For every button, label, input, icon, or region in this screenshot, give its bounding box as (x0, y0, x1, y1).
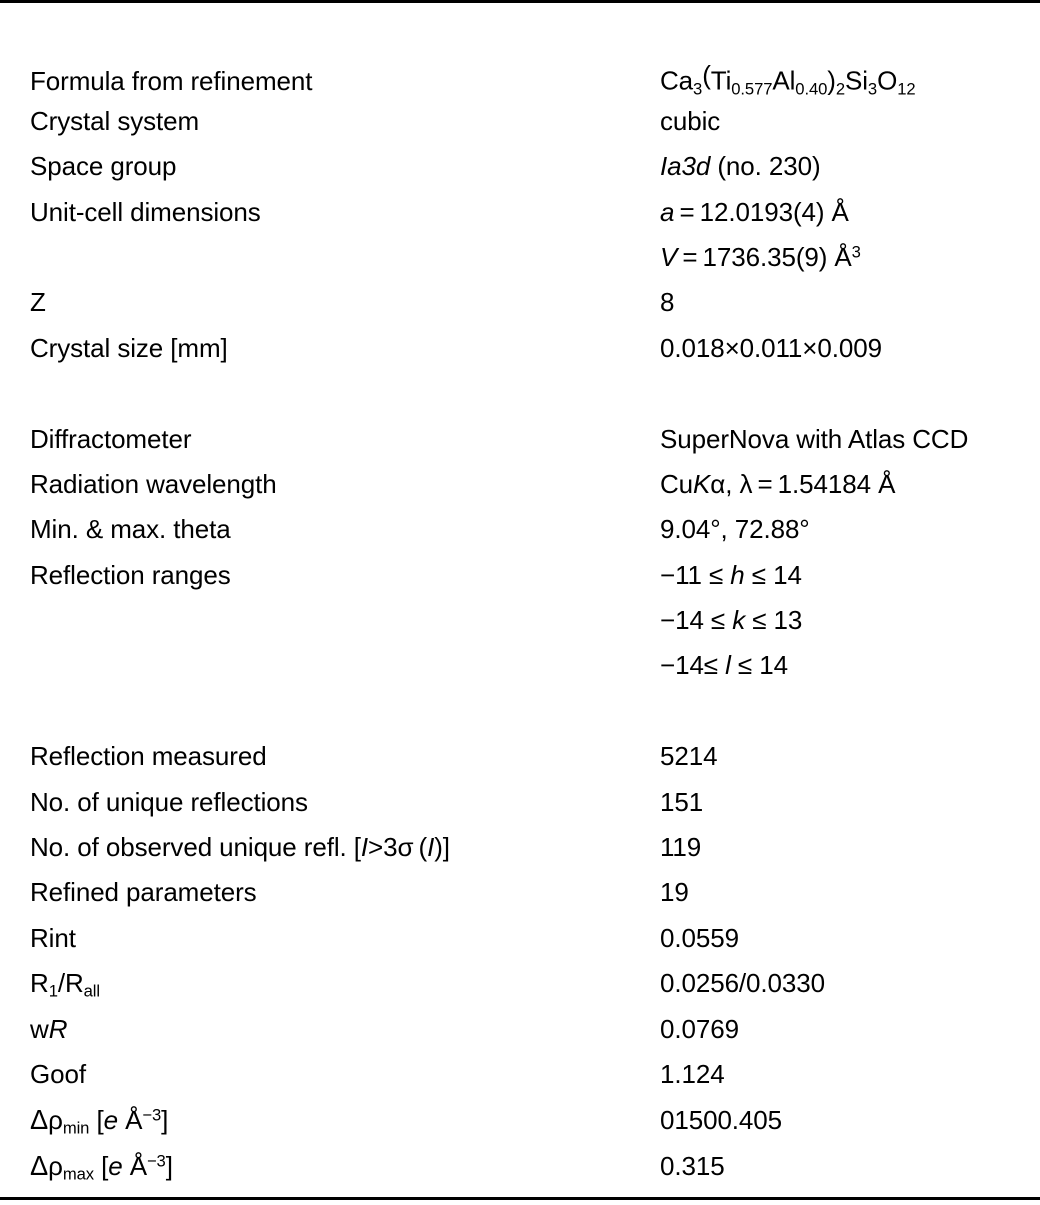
row-value: 1.124 (660, 1058, 725, 1089)
row-value: Ia3d (no. 230) (660, 151, 821, 182)
table-row (0, 922, 1040, 970)
row-value: 5214 (660, 741, 718, 772)
table-row (0, 970, 1040, 1015)
table-row (0, 743, 1040, 788)
row-value: −11 ≤ h ≤ 14 (660, 559, 802, 590)
row-label: No. of unique reflections (30, 786, 308, 817)
table-row (0, 786, 1040, 834)
section-heading-row-crystal-data (0, 17, 1040, 62)
table-row (0, 879, 1040, 924)
row-label: $R_1/R_{all}$ (30, 968, 100, 1001)
row-value: 119 (660, 832, 702, 863)
row-label: Reflection measured (30, 741, 267, 772)
row-label: Z (30, 287, 46, 318)
row-label: wR (30, 1013, 68, 1044)
table-row (0, 196, 1040, 244)
row-label: $\Delta\rho_{min}$ [e $Å^{-3}$] (30, 1104, 169, 1139)
row-value: 0.0769 (660, 1013, 739, 1044)
row-value: SuperNova with Atlas CCD (660, 423, 969, 454)
row-label: Reflection ranges (30, 559, 231, 590)
table-row (0, 834, 1040, 879)
row-label: Refined parameters (30, 877, 257, 908)
row-label: Goof (30, 1058, 86, 1089)
table-bottom-rule (0, 1197, 1040, 1200)
row-label: No. of observed unique refl. [I>3σ (I)] (30, 832, 450, 863)
row-label: Rint (30, 922, 76, 953)
table-row (0, 423, 1040, 471)
row-value: V = 1736.35(9) $Å^3$ (660, 241, 861, 272)
row-value: −14 ≤ k ≤ 13 (660, 605, 803, 636)
table-row (0, 516, 1040, 561)
row-label: Unit-cell dimensions (30, 196, 261, 227)
table-body (0, 3, 1040, 1197)
row-value: 01500.405 (660, 1105, 783, 1136)
table-row (0, 1106, 1040, 1151)
row-value: a = 12.0193(4) Å (660, 196, 849, 227)
row-label: Crystal system (30, 105, 200, 136)
row-value: CuKα, λ = 1.54184 Å (660, 468, 896, 499)
row-label: Crystal size [mm] (30, 332, 228, 363)
row-value: $Ca_3(Ti_{0.577}Al_{0.40})_2Si_3O_{12}$ (660, 60, 916, 99)
table-row (0, 105, 1040, 153)
table-row (0, 1058, 1040, 1106)
row-value: 0.0256/0.0330 (660, 968, 825, 999)
table-row (0, 241, 1040, 289)
table-row (0, 332, 1040, 380)
row-value: 8 (660, 287, 675, 318)
row-value: 151 (660, 786, 704, 817)
table-row (0, 468, 1040, 516)
row-label: Radiation wavelength (30, 468, 277, 499)
table-row (0, 559, 1040, 607)
row-value: 0.0559 (660, 922, 739, 953)
row-label: Diffractometer (30, 423, 192, 454)
row-label: Space group (30, 151, 177, 182)
row-value: 0.315 (660, 1150, 725, 1181)
row-value: −14≤ l ≤ 14 (660, 650, 788, 681)
section-heading-row-data-collection (0, 380, 1040, 425)
row-value: 9.04°, 72.88° (660, 514, 810, 545)
row-label: Min. & max. theta (30, 514, 231, 545)
row-label: $\Delta\rho_{max}$ [e $Å^{-3}$] (30, 1149, 173, 1184)
row-label: Formula from refinement (30, 66, 313, 97)
table-row (0, 1013, 1040, 1061)
table-row (0, 289, 1040, 334)
table-row (0, 1149, 1040, 1197)
table-row (0, 62, 1040, 107)
row-value: 0.018×0.011×0.009 (660, 332, 882, 363)
section-heading-row-refinement-of-structure (0, 698, 1040, 743)
table-row (0, 607, 1040, 652)
table-row (0, 652, 1040, 697)
row-value: 19 (660, 877, 689, 908)
row-value: cubic (660, 105, 721, 136)
table-row (0, 153, 1040, 198)
